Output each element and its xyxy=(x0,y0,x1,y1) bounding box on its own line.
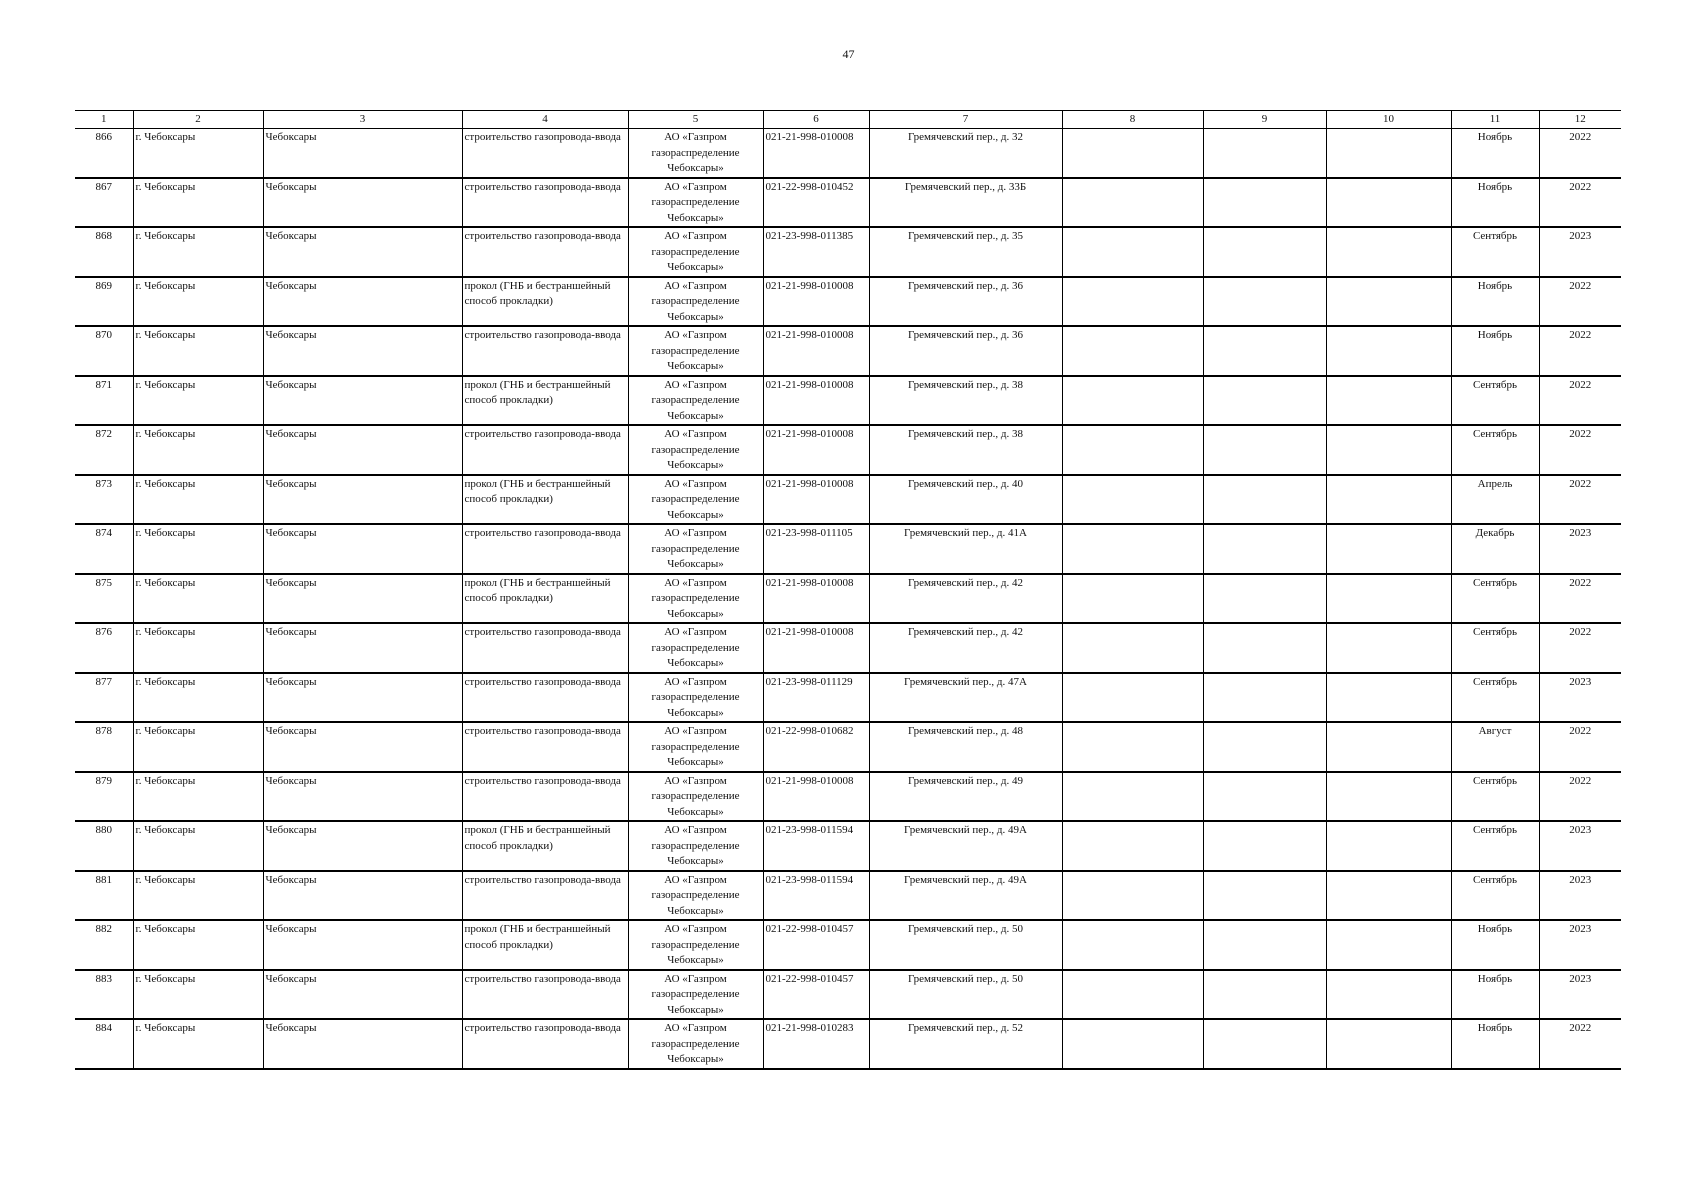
cell-row-number: 871 xyxy=(75,376,133,426)
cell-object-code: 021-23-998-011105 xyxy=(763,524,869,574)
cell-object-code: 021-21-998-010008 xyxy=(763,129,869,178)
column-header-12: 12 xyxy=(1539,111,1621,129)
table-row xyxy=(75,524,1621,574)
cell-object-code: 021-22-998-010682 xyxy=(763,722,869,772)
column-header-8: 8 xyxy=(1062,111,1203,129)
column-header-4: 4 xyxy=(462,111,628,129)
cell-col-8 xyxy=(1062,475,1203,525)
cell-settlement: Чебоксары xyxy=(263,1019,462,1069)
table-row xyxy=(75,475,1621,525)
cell-col-9 xyxy=(1203,772,1326,822)
cell-year: 2023 xyxy=(1539,227,1621,277)
page-number: 47 xyxy=(842,47,855,61)
cell-organization: АО «Газпром газораспределение Чебоксары» xyxy=(628,920,763,970)
cell-row-number: 880 xyxy=(75,821,133,871)
cell-col-8 xyxy=(1062,871,1203,921)
cell-col-8 xyxy=(1062,1019,1203,1069)
cell-col-8 xyxy=(1062,129,1203,178)
cell-col-10 xyxy=(1326,574,1451,624)
cell-address: Гремячевский пер., д. 41А xyxy=(869,524,1062,574)
cell-organization: АО «Газпром газораспределение Чебоксары» xyxy=(628,129,763,178)
cell-object-code: 021-21-998-010008 xyxy=(763,772,869,822)
cell-address: Гремячевский пер., д. 42 xyxy=(869,623,1062,673)
cell-year: 2023 xyxy=(1539,524,1621,574)
cell-row-number: 879 xyxy=(75,772,133,822)
cell-organization: АО «Газпром газораспределение Чебоксары» xyxy=(628,227,763,277)
cell-year: 2022 xyxy=(1539,425,1621,475)
cell-year: 2023 xyxy=(1539,970,1621,1020)
cell-work-type: строительство газопровода-ввода xyxy=(462,673,628,723)
cell-month: Апрель xyxy=(1451,475,1539,525)
cell-locality: г. Чебоксары xyxy=(133,475,263,525)
cell-year: 2022 xyxy=(1539,574,1621,624)
cell-address: Гремячевский пер., д. 42 xyxy=(869,574,1062,624)
cell-address: Гремячевский пер., д. 38 xyxy=(869,376,1062,426)
cell-object-code: 021-21-998-010008 xyxy=(763,574,869,624)
cell-col-9 xyxy=(1203,425,1326,475)
cell-address: Гремячевский пер., д. 38 xyxy=(869,425,1062,475)
cell-settlement: Чебоксары xyxy=(263,574,462,624)
cell-object-code: 021-23-998-011594 xyxy=(763,871,869,921)
cell-address: Гремячевский пер., д. 50 xyxy=(869,920,1062,970)
table-row xyxy=(75,722,1621,772)
cell-col-10 xyxy=(1326,623,1451,673)
table-row xyxy=(75,772,1621,822)
cell-row-number: 878 xyxy=(75,722,133,772)
cell-object-code: 021-22-998-010457 xyxy=(763,920,869,970)
cell-month: Ноябрь xyxy=(1451,277,1539,327)
cell-year: 2022 xyxy=(1539,376,1621,426)
cell-locality: г. Чебоксары xyxy=(133,277,263,327)
cell-row-number: 875 xyxy=(75,574,133,624)
cell-locality: г. Чебоксары xyxy=(133,821,263,871)
cell-year: 2023 xyxy=(1539,673,1621,723)
cell-work-type: строительство газопровода-ввода xyxy=(462,326,628,376)
cell-work-type: прокол (ГНБ и бестраншейный способ прокладки) xyxy=(462,920,628,970)
cell-organization: АО «Газпром газораспределение Чебоксары» xyxy=(628,772,763,822)
cell-col-9 xyxy=(1203,673,1326,723)
cell-month: Сентябрь xyxy=(1451,673,1539,723)
cell-organization: АО «Газпром газораспределение Чебоксары» xyxy=(628,277,763,327)
cell-year: 2022 xyxy=(1539,475,1621,525)
column-header-1: 1 xyxy=(75,111,133,129)
cell-col-8 xyxy=(1062,277,1203,327)
cell-work-type: строительство газопровода-ввода xyxy=(462,772,628,822)
cell-col-10 xyxy=(1326,227,1451,277)
cell-locality: г. Чебоксары xyxy=(133,1019,263,1069)
cell-locality: г. Чебоксары xyxy=(133,970,263,1020)
column-header-3: 3 xyxy=(263,111,462,129)
cell-locality: г. Чебоксары xyxy=(133,129,263,178)
cell-col-9 xyxy=(1203,970,1326,1020)
cell-col-8 xyxy=(1062,524,1203,574)
cell-organization: АО «Газпром газораспределение Чебоксары» xyxy=(628,376,763,426)
cell-year: 2023 xyxy=(1539,821,1621,871)
table-row xyxy=(75,376,1621,426)
cell-locality: г. Чебоксары xyxy=(133,673,263,723)
cell-locality: г. Чебоксары xyxy=(133,871,263,921)
cell-work-type: прокол (ГНБ и бестраншейный способ прокладки) xyxy=(462,821,628,871)
cell-col-10 xyxy=(1326,376,1451,426)
cell-month: Сентябрь xyxy=(1451,772,1539,822)
cell-col-9 xyxy=(1203,821,1326,871)
cell-col-8 xyxy=(1062,623,1203,673)
cell-object-code: 021-21-998-010008 xyxy=(763,326,869,376)
cell-address: Гремячевский пер., д. 40 xyxy=(869,475,1062,525)
cell-settlement: Чебоксары xyxy=(263,475,462,525)
cell-settlement: Чебоксары xyxy=(263,129,462,178)
column-header-7: 7 xyxy=(869,111,1062,129)
cell-settlement: Чебоксары xyxy=(263,920,462,970)
cell-organization: АО «Газпром газораспределение Чебоксары» xyxy=(628,574,763,624)
cell-col-10 xyxy=(1326,821,1451,871)
cell-row-number: 883 xyxy=(75,970,133,1020)
cell-locality: г. Чебоксары xyxy=(133,178,263,228)
cell-col-8 xyxy=(1062,178,1203,228)
cell-work-type: строительство газопровода-ввода xyxy=(462,871,628,921)
cell-settlement: Чебоксары xyxy=(263,821,462,871)
cell-col-9 xyxy=(1203,376,1326,426)
cell-year: 2022 xyxy=(1539,623,1621,673)
cell-col-9 xyxy=(1203,871,1326,921)
cell-settlement: Чебоксары xyxy=(263,326,462,376)
table-row xyxy=(75,227,1621,277)
cell-work-type: строительство газопровода-ввода xyxy=(462,722,628,772)
cell-col-9 xyxy=(1203,178,1326,228)
cell-row-number: 873 xyxy=(75,475,133,525)
cell-address: Гремячевский пер., д. 48 xyxy=(869,722,1062,772)
cell-row-number: 881 xyxy=(75,871,133,921)
cell-year: 2022 xyxy=(1539,772,1621,822)
cell-col-9 xyxy=(1203,326,1326,376)
cell-col-9 xyxy=(1203,475,1326,525)
cell-year: 2023 xyxy=(1539,871,1621,921)
cell-work-type: строительство газопровода-ввода xyxy=(462,623,628,673)
cell-col-8 xyxy=(1062,722,1203,772)
cell-work-type: прокол (ГНБ и бестраншейный способ прокладки) xyxy=(462,376,628,426)
cell-year: 2022 xyxy=(1539,178,1621,228)
cell-col-8 xyxy=(1062,326,1203,376)
table-row xyxy=(75,178,1621,228)
cell-year: 2022 xyxy=(1539,722,1621,772)
cell-month: Ноябрь xyxy=(1451,920,1539,970)
cell-col-9 xyxy=(1203,623,1326,673)
cell-address: Гремячевский пер., д. 47А xyxy=(869,673,1062,723)
cell-row-number: 869 xyxy=(75,277,133,327)
cell-address: Гремячевский пер., д. 36 xyxy=(869,277,1062,327)
cell-col-8 xyxy=(1062,970,1203,1020)
cell-locality: г. Чебоксары xyxy=(133,772,263,822)
cell-work-type: прокол (ГНБ и бестраншейный способ прокладки) xyxy=(462,277,628,327)
cell-month: Сентябрь xyxy=(1451,871,1539,921)
cell-col-8 xyxy=(1062,920,1203,970)
cell-address: Гремячевский пер., д. 49А xyxy=(869,871,1062,921)
cell-settlement: Чебоксары xyxy=(263,871,462,921)
cell-settlement: Чебоксары xyxy=(263,524,462,574)
register-table xyxy=(75,110,1621,1070)
cell-address: Гремячевский пер., д. 49 xyxy=(869,772,1062,822)
cell-object-code: 021-21-998-010008 xyxy=(763,475,869,525)
table-row xyxy=(75,871,1621,921)
cell-month: Сентябрь xyxy=(1451,623,1539,673)
cell-row-number: 866 xyxy=(75,129,133,178)
cell-organization: АО «Газпром газораспределение Чебоксары» xyxy=(628,871,763,921)
cell-object-code: 021-23-998-011594 xyxy=(763,821,869,871)
cell-organization: АО «Газпром газораспределение Чебоксары» xyxy=(628,821,763,871)
cell-col-8 xyxy=(1062,673,1203,723)
cell-locality: г. Чебоксары xyxy=(133,574,263,624)
cell-year: 2022 xyxy=(1539,129,1621,178)
cell-work-type: строительство газопровода-ввода xyxy=(462,970,628,1020)
cell-col-9 xyxy=(1203,277,1326,327)
cell-month: Сентябрь xyxy=(1451,227,1539,277)
cell-month: Декабрь xyxy=(1451,524,1539,574)
cell-row-number: 877 xyxy=(75,673,133,723)
column-header-11: 11 xyxy=(1451,111,1539,129)
table-row xyxy=(75,326,1621,376)
cell-settlement: Чебоксары xyxy=(263,277,462,327)
cell-organization: АО «Газпром газораспределение Чебоксары» xyxy=(628,178,763,228)
cell-col-9 xyxy=(1203,129,1326,178)
cell-col-10 xyxy=(1326,970,1451,1020)
cell-col-9 xyxy=(1203,920,1326,970)
header-row xyxy=(75,111,1621,129)
cell-object-code: 021-21-998-010008 xyxy=(763,425,869,475)
cell-col-10 xyxy=(1326,326,1451,376)
cell-col-9 xyxy=(1203,1019,1326,1069)
cell-locality: г. Чебоксары xyxy=(133,376,263,426)
cell-month: Ноябрь xyxy=(1451,326,1539,376)
table-body xyxy=(75,129,1621,1069)
cell-col-10 xyxy=(1326,475,1451,525)
cell-address: Гремячевский пер., д. 49А xyxy=(869,821,1062,871)
cell-organization: АО «Газпром газораспределение Чебоксары» xyxy=(628,1019,763,1069)
cell-work-type: строительство газопровода-ввода xyxy=(462,524,628,574)
cell-object-code: 021-21-998-010283 xyxy=(763,1019,869,1069)
cell-row-number: 884 xyxy=(75,1019,133,1069)
cell-col-8 xyxy=(1062,574,1203,624)
table-row xyxy=(75,623,1621,673)
cell-work-type: строительство газопровода-ввода xyxy=(462,178,628,228)
cell-row-number: 882 xyxy=(75,920,133,970)
cell-address: Гремячевский пер., д. 32 xyxy=(869,129,1062,178)
column-header-9: 9 xyxy=(1203,111,1326,129)
cell-object-code: 021-22-998-010452 xyxy=(763,178,869,228)
cell-locality: г. Чебоксары xyxy=(133,920,263,970)
cell-settlement: Чебоксары xyxy=(263,376,462,426)
table-row xyxy=(75,673,1621,723)
cell-row-number: 876 xyxy=(75,623,133,673)
cell-object-code: 021-23-998-011129 xyxy=(763,673,869,723)
cell-col-10 xyxy=(1326,722,1451,772)
cell-row-number: 874 xyxy=(75,524,133,574)
cell-organization: АО «Газпром газораспределение Чебоксары» xyxy=(628,722,763,772)
cell-year: 2022 xyxy=(1539,277,1621,327)
cell-object-code: 021-21-998-010008 xyxy=(763,376,869,426)
cell-work-type: прокол (ГНБ и бестраншейный способ прокладки) xyxy=(462,475,628,525)
cell-object-code: 021-21-998-010008 xyxy=(763,277,869,327)
table-row xyxy=(75,821,1621,871)
column-header-10: 10 xyxy=(1326,111,1451,129)
cell-organization: АО «Газпром газораспределение Чебоксары» xyxy=(628,326,763,376)
table-row xyxy=(75,574,1621,624)
cell-settlement: Чебоксары xyxy=(263,178,462,228)
cell-col-8 xyxy=(1062,772,1203,822)
cell-month: Сентябрь xyxy=(1451,425,1539,475)
cell-locality: г. Чебоксары xyxy=(133,623,263,673)
cell-col-9 xyxy=(1203,227,1326,277)
cell-settlement: Чебоксары xyxy=(263,772,462,822)
cell-month: Сентябрь xyxy=(1451,376,1539,426)
cell-col-10 xyxy=(1326,772,1451,822)
cell-settlement: Чебоксары xyxy=(263,227,462,277)
cell-col-8 xyxy=(1062,425,1203,475)
cell-col-8 xyxy=(1062,376,1203,426)
cell-organization: АО «Газпром газораспределение Чебоксары» xyxy=(628,475,763,525)
cell-col-10 xyxy=(1326,871,1451,921)
cell-locality: г. Чебоксары xyxy=(133,227,263,277)
cell-month: Ноябрь xyxy=(1451,1019,1539,1069)
cell-locality: г. Чебоксары xyxy=(133,722,263,772)
cell-col-8 xyxy=(1062,821,1203,871)
cell-work-type: строительство газопровода-ввода xyxy=(462,425,628,475)
cell-month: Сентябрь xyxy=(1451,574,1539,624)
cell-month: Ноябрь xyxy=(1451,178,1539,228)
table-row xyxy=(75,920,1621,970)
cell-settlement: Чебоксары xyxy=(263,970,462,1020)
cell-locality: г. Чебоксары xyxy=(133,524,263,574)
cell-locality: г. Чебоксары xyxy=(133,425,263,475)
cell-col-9 xyxy=(1203,722,1326,772)
cell-address: Гремячевский пер., д. 35 xyxy=(869,227,1062,277)
cell-col-10 xyxy=(1326,524,1451,574)
cell-address: Гремячевский пер., д. 52 xyxy=(869,1019,1062,1069)
cell-work-type: строительство газопровода-ввода xyxy=(462,227,628,277)
cell-row-number: 868 xyxy=(75,227,133,277)
cell-organization: АО «Газпром газораспределение Чебоксары» xyxy=(628,970,763,1020)
cell-col-10 xyxy=(1326,425,1451,475)
cell-col-10 xyxy=(1326,129,1451,178)
cell-settlement: Чебоксары xyxy=(263,673,462,723)
cell-address: Гремячевский пер., д. 36 xyxy=(869,326,1062,376)
column-header-2: 2 xyxy=(133,111,263,129)
cell-work-type: строительство газопровода-ввода xyxy=(462,129,628,178)
cell-month: Сентябрь xyxy=(1451,821,1539,871)
cell-organization: АО «Газпром газораспределение Чебоксары» xyxy=(628,425,763,475)
table-row xyxy=(75,1019,1621,1069)
cell-settlement: Чебоксары xyxy=(263,623,462,673)
table-row xyxy=(75,970,1621,1020)
column-header-5: 5 xyxy=(628,111,763,129)
cell-col-9 xyxy=(1203,574,1326,624)
cell-col-10 xyxy=(1326,178,1451,228)
cell-row-number: 870 xyxy=(75,326,133,376)
cell-row-number: 872 xyxy=(75,425,133,475)
column-header-6: 6 xyxy=(763,111,869,129)
cell-object-code: 021-22-998-010457 xyxy=(763,970,869,1020)
cell-address: Гремячевский пер., д. 33Б xyxy=(869,178,1062,228)
cell-organization: АО «Газпром газораспределение Чебоксары» xyxy=(628,623,763,673)
cell-object-code: 021-23-998-011385 xyxy=(763,227,869,277)
table-row xyxy=(75,277,1621,327)
cell-work-type: строительство газопровода-ввода xyxy=(462,1019,628,1069)
cell-organization: АО «Газпром газораспределение Чебоксары» xyxy=(628,524,763,574)
cell-year: 2022 xyxy=(1539,326,1621,376)
cell-locality: г. Чебоксары xyxy=(133,326,263,376)
cell-row-number: 867 xyxy=(75,178,133,228)
cell-settlement: Чебоксары xyxy=(263,722,462,772)
cell-year: 2023 xyxy=(1539,920,1621,970)
cell-month: Ноябрь xyxy=(1451,970,1539,1020)
table-row xyxy=(75,129,1621,178)
cell-settlement: Чебоксары xyxy=(263,425,462,475)
cell-col-10 xyxy=(1326,1019,1451,1069)
cell-col-10 xyxy=(1326,673,1451,723)
cell-month: Август xyxy=(1451,722,1539,772)
cell-year: 2022 xyxy=(1539,1019,1621,1069)
cell-object-code: 021-21-998-010008 xyxy=(763,623,869,673)
cell-col-10 xyxy=(1326,920,1451,970)
cell-col-9 xyxy=(1203,524,1326,574)
table-row xyxy=(75,425,1621,475)
cell-col-8 xyxy=(1062,227,1203,277)
cell-organization: АО «Газпром газораспределение Чебоксары» xyxy=(628,673,763,723)
cell-col-10 xyxy=(1326,277,1451,327)
cell-work-type: прокол (ГНБ и бестраншейный способ прокладки) xyxy=(462,574,628,624)
cell-month: Ноябрь xyxy=(1451,129,1539,178)
cell-address: Гремячевский пер., д. 50 xyxy=(869,970,1062,1020)
